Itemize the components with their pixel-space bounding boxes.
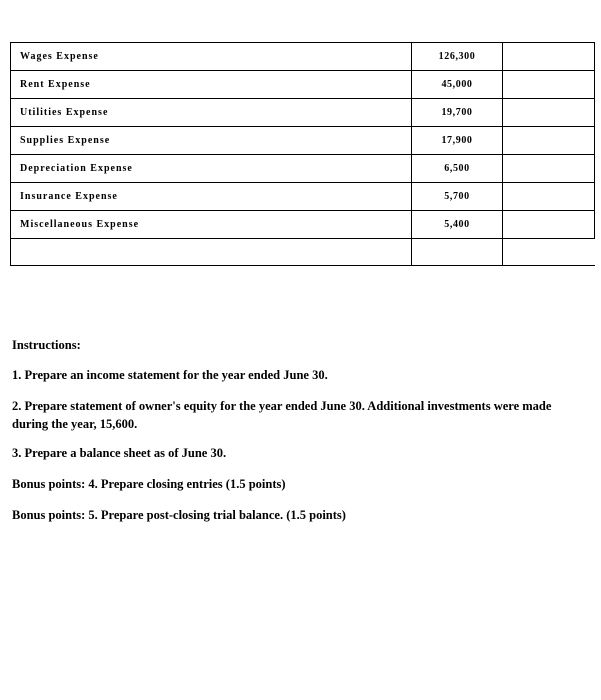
table-row [11, 71, 595, 99]
account-name: Rent Expense [11, 71, 412, 99]
table-row [11, 127, 595, 155]
instruction-item: Bonus points: 4. Prepare closing entries (1.5 points) [12, 477, 286, 491]
account-name: Supplies Expense [11, 127, 412, 155]
credit-amount [503, 155, 595, 183]
debit-amount: 45,000 [412, 71, 503, 99]
table-row-blank [11, 239, 595, 266]
instruction-item: Bonus points: 5. Prepare post-closing trial balance. (1.5 points) [12, 508, 346, 522]
table-row [11, 183, 595, 211]
instructions-heading: Instructions: [12, 338, 81, 352]
credit-amount [503, 71, 595, 99]
account-name: Wages Expense [11, 43, 412, 71]
credit-amount [503, 43, 595, 71]
empty-cell [11, 239, 412, 266]
credit-amount [503, 211, 595, 239]
table-row [11, 211, 595, 239]
table-row [11, 99, 595, 127]
credit-amount [503, 99, 595, 127]
table-row [11, 155, 595, 183]
debit-amount: 5,400 [412, 211, 503, 239]
account-name: Depreciation Expense [11, 155, 412, 183]
trial-balance-table [10, 42, 595, 266]
account-name: Utilities Expense [11, 99, 412, 127]
instruction-item: 3. Prepare a balance sheet as of June 30. [12, 446, 227, 460]
account-name: Insurance Expense [11, 183, 412, 211]
debit-amount: 19,700 [412, 99, 503, 127]
instruction-item: 2. Prepare statement of owner's equity for the year ended June 30. Additional investments were made during the year, 15,600. [12, 399, 552, 431]
instruction-item: 1. Prepare an income statement for the year ended June 30. [12, 368, 328, 382]
debit-amount: 126,300 [412, 43, 503, 71]
credit-amount [503, 127, 595, 155]
account-name: Miscellaneous Expense [11, 211, 412, 239]
empty-cell [503, 239, 595, 266]
empty-cell [412, 239, 503, 266]
debit-amount: 6,500 [412, 155, 503, 183]
debit-amount: 17,900 [412, 127, 503, 155]
credit-amount [503, 183, 595, 211]
debit-amount: 5,700 [412, 183, 503, 211]
instructions-section [12, 336, 587, 537]
table-row [11, 43, 595, 71]
